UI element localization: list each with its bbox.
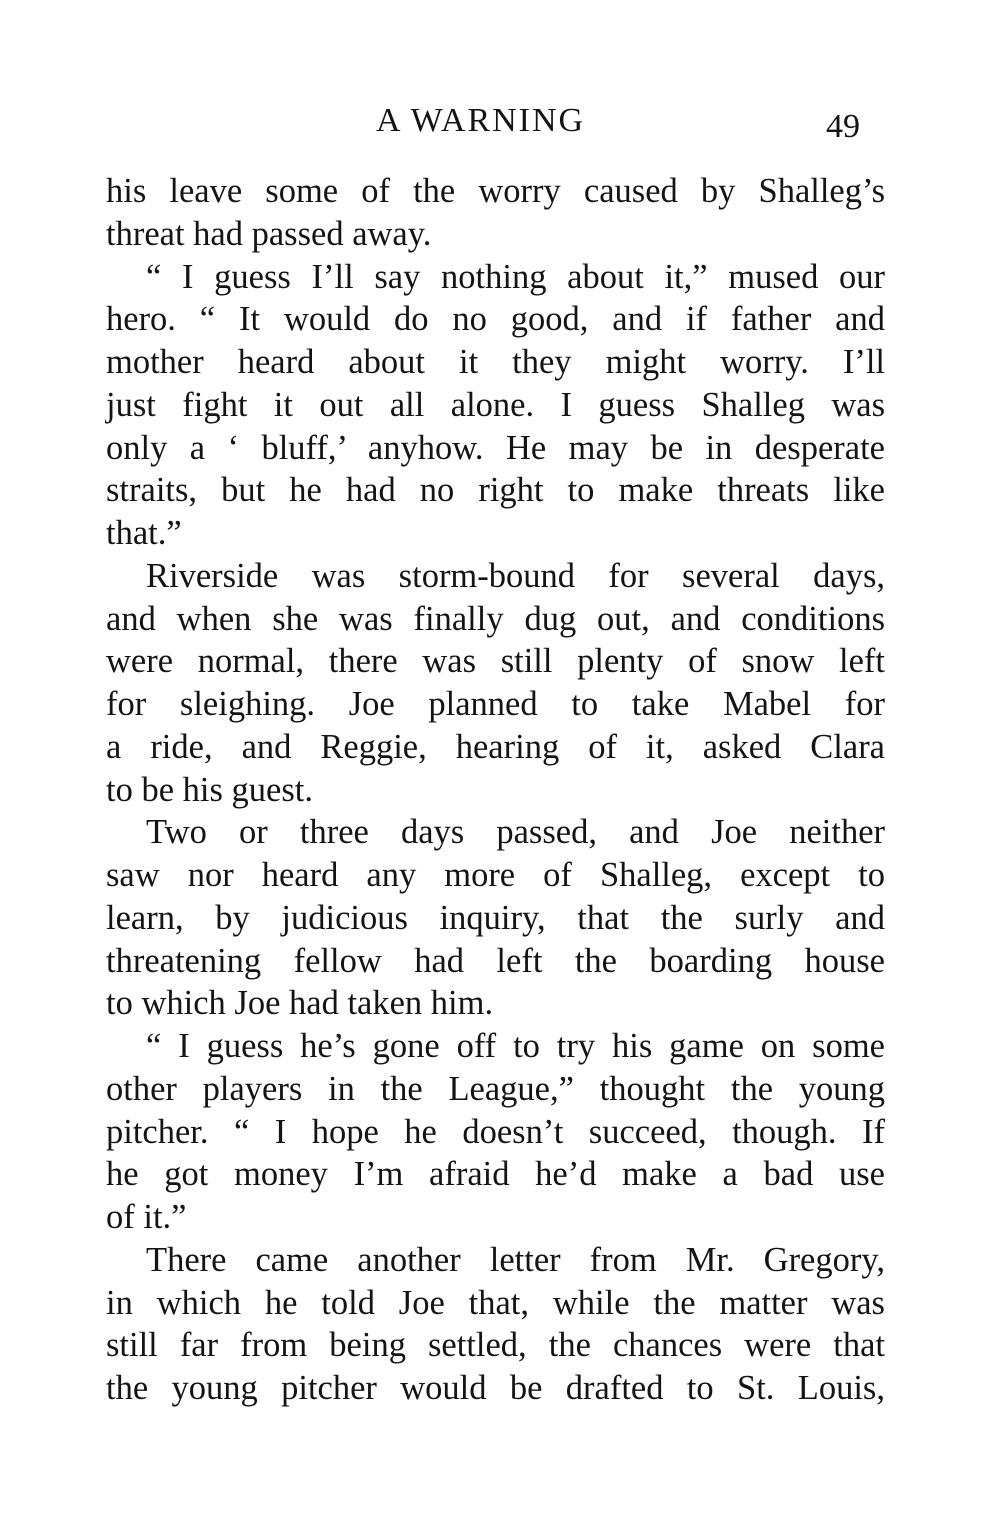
page-number: 49 bbox=[826, 108, 860, 145]
text-line: and when she was finally dug out, and conditions bbox=[106, 599, 885, 638]
running-head bbox=[0, 102, 1000, 150]
text-line: “ I guess he’s gone off to try his game on some bbox=[146, 1027, 885, 1065]
text-line: he got money I’m afraid he’d make a bad use bbox=[106, 1155, 885, 1194]
text-line: straits, but he had no right to make threats like bbox=[106, 471, 885, 510]
text-line: Riverside was storm-bound for several days, bbox=[146, 556, 885, 595]
text-line: were normal, there was still plenty of snow left bbox=[106, 642, 885, 681]
text-line: to which Joe had taken him. bbox=[106, 984, 494, 1023]
text-line: that.” bbox=[106, 514, 182, 552]
text-line: mother heard about it they might worry. I’ll bbox=[106, 343, 885, 381]
text-line: threatening fellow had left the boarding house bbox=[106, 941, 885, 980]
text-line: just fight it out all alone. I guess Shalleg was bbox=[106, 385, 885, 424]
text-line: There came another letter from Mr. Gregory, bbox=[146, 1240, 885, 1279]
text-line: to be his guest. bbox=[106, 770, 313, 809]
running-title: A WARNING bbox=[376, 102, 586, 139]
text-line: the young pitcher would be drafted to St. Louis, bbox=[106, 1369, 885, 1407]
body-text bbox=[106, 170, 885, 1410]
text-line: other players in the League,” thought the young bbox=[106, 1069, 885, 1108]
text-line: learn, by judicious inquiry, that the surly and bbox=[106, 898, 885, 937]
text-line: saw nor heard any more of Shalleg, except to bbox=[106, 856, 885, 894]
text-line: still far from being settled, the chances were that bbox=[106, 1326, 885, 1365]
text-line: his leave some of the worry caused by Shalleg’s bbox=[106, 172, 885, 210]
text-line: threat had passed away. bbox=[106, 214, 432, 253]
text-line: only a ‘ bluff,’ anyhow. He may be in desperate bbox=[106, 428, 885, 467]
text-line: a ride, and Reggie, hearing of it, asked Clara bbox=[106, 727, 885, 766]
text-line: in which he told Joe that, while the matter was bbox=[106, 1283, 885, 1322]
text-line: pitcher. “ I hope he doesn’t succeed, though. If bbox=[106, 1112, 885, 1151]
text-line: hero. “ It would do no good, and if father and bbox=[106, 300, 885, 339]
text-line: for sleighing. Joe planned to take Mabel for bbox=[106, 685, 885, 723]
text-line: of it.” bbox=[106, 1198, 187, 1236]
text-line: Two or three days passed, and Joe neither bbox=[146, 813, 885, 852]
text-line: “ I guess I’ll say nothing about it,” mused our bbox=[146, 257, 885, 296]
